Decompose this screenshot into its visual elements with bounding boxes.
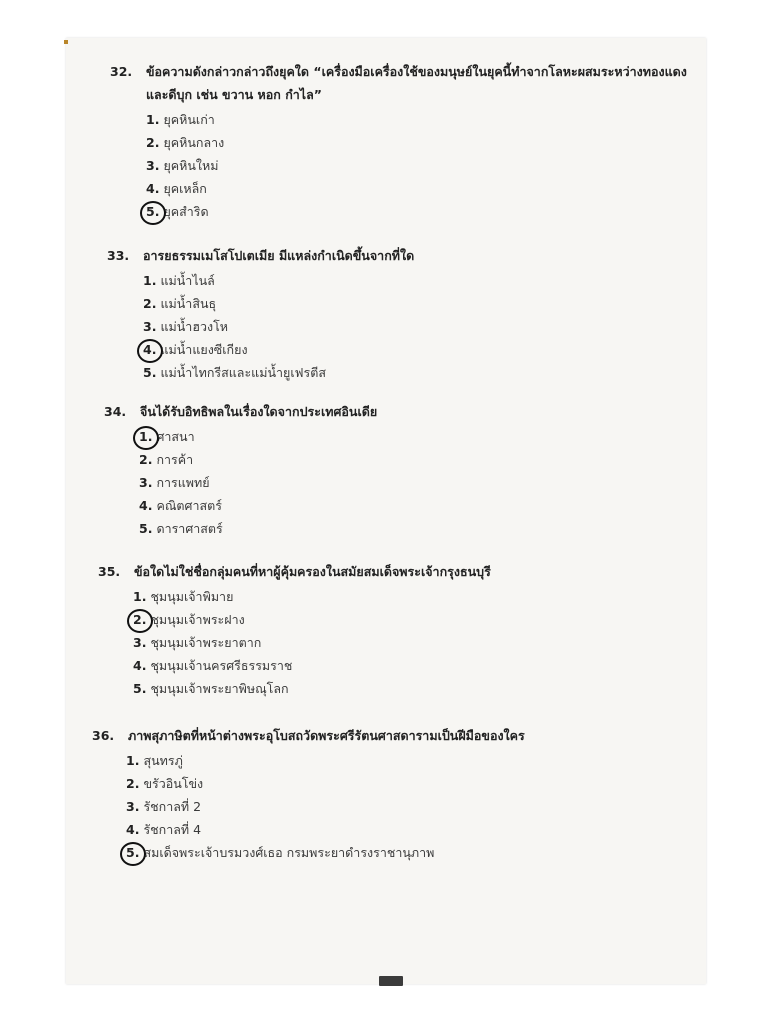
answer-circle-mark — [140, 201, 166, 225]
question-number: 34. — [104, 404, 127, 419]
question-text: ภาพสุภาษิตที่หน้าต่างพระอุโบสถวัดพระศรีรัตนศาสดารามเป็นฝีมือของใคร — [128, 728, 525, 743]
answer-option[interactable] — [133, 608, 292, 631]
option-text: ดาราศาสตร์ — [156, 521, 223, 536]
option-number: 1. — [146, 112, 160, 127]
answer-option[interactable] — [146, 200, 224, 223]
option-text: ยุคหินกลาง — [163, 135, 225, 150]
option-number: 1. — [126, 753, 140, 768]
question-number: 33. — [107, 248, 130, 263]
option-text: แม่น้ำฮวงโห — [160, 319, 229, 334]
option-number: 1. — [133, 589, 147, 604]
option-text: คณิตศาสตร์ — [156, 498, 222, 513]
option-number: 2. — [146, 135, 160, 150]
option-text: การค้า — [156, 452, 194, 467]
answer-option[interactable] — [139, 448, 223, 471]
option-text: ขรัวอินโข่ง — [143, 776, 204, 791]
question-number: 32. — [110, 64, 133, 79]
option-number: 5. — [139, 521, 153, 536]
answer-option[interactable] — [143, 269, 326, 292]
option-text: ชุมนุมเจ้านครศรีธรรมราช — [150, 658, 293, 673]
answer-option[interactable] — [133, 677, 292, 700]
answer-option[interactable] — [126, 818, 434, 841]
option-text: ชุมนุมเจ้าพระยาพิษณุโลก — [150, 681, 289, 696]
option-text: แม่น้ำแยงซีเกียง — [160, 342, 248, 357]
option-number: 4. — [146, 181, 160, 196]
option-text: ยุคเหล็ก — [163, 181, 207, 196]
option-number: 3. — [133, 635, 147, 650]
option-number: 2. — [143, 296, 157, 311]
option-text: ชุมนุมเจ้าพระยาตาก — [150, 635, 262, 650]
answer-option[interactable] — [126, 749, 434, 772]
option-number: 5. — [146, 204, 160, 219]
option-number: 3. — [126, 799, 140, 814]
answer-option[interactable] — [146, 131, 224, 154]
option-number: 1. — [139, 429, 153, 444]
answer-options — [126, 749, 434, 864]
answer-option[interactable] — [139, 425, 223, 448]
answer-option[interactable] — [146, 177, 224, 200]
answer-options — [143, 269, 326, 384]
option-text: สมเด็จพระเจ้าบรมวงศ์เธอ กรมพระยาดำรงราชานุภาพ — [143, 845, 435, 860]
option-text: สุนทรภู่ — [143, 753, 183, 768]
option-number: 5. — [133, 681, 147, 696]
option-number: 4. — [143, 342, 157, 357]
answer-option[interactable] — [143, 338, 326, 361]
option-text: ชุมนุมเจ้าพระฝาง — [150, 612, 245, 627]
question-text: ข้อใดไม่ใช่ชื่อกลุ่มคนที่หาผู้คุ้มครองในสมัยสมเด็จพระเจ้ากรุงธนบุรี — [134, 564, 491, 579]
answer-circle-mark — [137, 339, 163, 363]
question-text: จีนได้รับอิทธิพลในเรื่องใดจากประเทศอินเดีย — [140, 404, 378, 419]
option-number: 2. — [139, 452, 153, 467]
option-number: 2. — [126, 776, 140, 791]
option-text: ยุคหินเก่า — [163, 112, 215, 127]
option-text: ชุมนุมเจ้าพิมาย — [150, 589, 234, 604]
option-number: 4. — [139, 498, 153, 513]
question-text: ข้อความดังกล่าวกล่าวถึงยุคใด “เครื่องมือเครื่องใช้ของมนุษย์ในยุคนี้ทำจากโลหะผสมระหว่างทองแดง — [146, 64, 687, 79]
answer-option[interactable] — [143, 361, 326, 384]
answer-option[interactable] — [143, 292, 326, 315]
option-number: 3. — [146, 158, 160, 173]
option-number: 5. — [143, 365, 157, 380]
answer-option[interactable] — [139, 494, 223, 517]
option-text: แม่น้ำไทกรีสและแม่น้ำยูเฟรตีส — [160, 365, 326, 380]
answer-option[interactable] — [139, 471, 223, 494]
option-text: รัชกาลที่ 2 — [143, 799, 202, 814]
answer-option[interactable] — [133, 654, 292, 677]
option-number: 3. — [139, 475, 153, 490]
option-number: 1. — [143, 273, 157, 288]
question-number: 35. — [98, 564, 121, 579]
answer-option[interactable] — [146, 154, 224, 177]
answer-circle-mark — [133, 426, 159, 450]
question-number: 36. — [92, 728, 115, 743]
paper-mark — [64, 40, 68, 44]
answer-option[interactable] — [146, 108, 224, 131]
option-text: แม่น้ำไนล์ — [160, 273, 215, 288]
answer-option[interactable] — [126, 795, 434, 818]
option-text: การแพทย์ — [156, 475, 210, 490]
option-text: ยุคหินใหม่ — [163, 158, 219, 173]
answer-circle-mark — [120, 842, 146, 866]
option-number: 4. — [133, 658, 147, 673]
page-number-tab — [379, 976, 403, 986]
option-text: รัชกาลที่ 4 — [143, 822, 202, 837]
option-text: แม่น้ำสินธุ — [160, 296, 217, 311]
option-number: 5. — [126, 845, 140, 860]
option-number: 3. — [143, 319, 157, 334]
option-text: ศาสนา — [156, 429, 195, 444]
answer-options — [146, 108, 224, 223]
answer-option[interactable] — [143, 315, 326, 338]
answer-option[interactable] — [126, 841, 434, 864]
option-number: 2. — [133, 612, 147, 627]
answer-option[interactable] — [133, 631, 292, 654]
answer-options — [139, 425, 223, 540]
answer-option[interactable] — [133, 585, 292, 608]
option-number: 4. — [126, 822, 140, 837]
answer-option[interactable] — [126, 772, 434, 795]
answer-options — [133, 585, 292, 700]
option-text: ยุคสำริด — [163, 204, 209, 219]
answer-option[interactable] — [139, 517, 223, 540]
question-text: และดีบุก เช่น ขวาน หอก กำไล” — [146, 87, 322, 102]
answer-circle-mark — [127, 609, 153, 633]
question-text: อารยธรรมเมโสโปเตเมีย มีแหล่งกำเนิดขึ้นจากที่ใด — [143, 248, 415, 263]
